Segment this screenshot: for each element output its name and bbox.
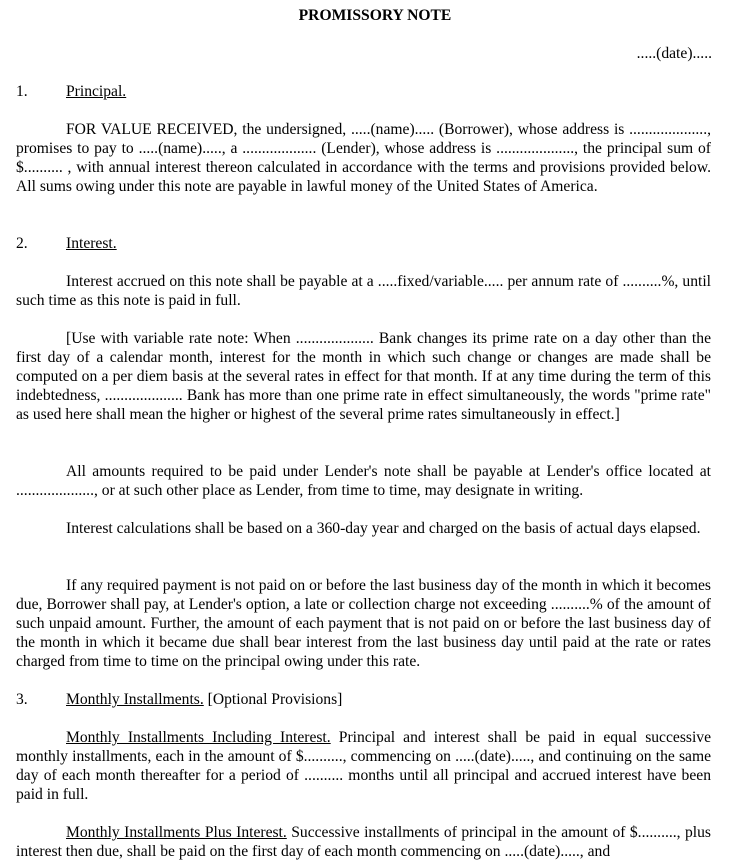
payment-location-paragraph: All amounts required to be paid under Lender's note shall be payable at Lender's office located at ...................., or at such other place as Lender, from time to time, may designate in writing. <box>16 463 711 499</box>
section-title-wrapper <box>66 690 342 709</box>
installments-including-interest-paragraph <box>16 728 711 804</box>
interest-calculation-paragraph: Interest calculations shall be based on a 360-day year and charged on the basis of actual days elapsed. <box>66 520 701 537</box>
subsection-heading: Monthly Installments Including Interest. <box>66 729 331 746</box>
principal-paragraph: FOR VALUE RECEIVED, the undersigned, .....(name)..... (Borrower), whose address is ...................., promises to pay to .....(name)....., a ................... (Lender), whose address is ...................., the principal sum of $.......... , with annual interest thereon calculated in accordance with the terms and provisions provided below. All sums owing under this note are payable in lawful money of the United States of America. <box>16 121 711 195</box>
document-title: PROMISSORY NOTE <box>298 7 452 24</box>
section-title: Monthly Installments. <box>66 691 204 708</box>
section-number: 3. <box>16 691 28 708</box>
installments-plus-interest-paragraph <box>16 823 711 861</box>
section-title-suffix: [Optional Provisions] <box>203 691 343 708</box>
variable-rate-paragraph: [Use with variable rate note: When .................... Bank changes its prime rate on a day other than the first day of a calendar month, interest for the month in which such change or changes are made shall be computed on a per diem basis at the several rates in effect for that month. If at any time during the term of this indebtedness, .................... Bank has more than one prime rate in effect simultaneously, the words "prime rate" as used here shall mean the higher or highest of the several prime rates simultaneously in effect.] <box>16 330 711 423</box>
subsection-text: Successive installments of principal in the amount of $.........., plus interest then due, shall be paid on the first day of each month commencing on .....(date)....., and <box>16 824 711 860</box>
subsection-text: Principal and interest shall be paid in equal successive monthly installments, each in the amount of $.........., commencing on .....(date)....., and continuing on the same day of each month thereafter for a period of .......... months until all principal and accrued interest have been paid in full. <box>16 729 712 803</box>
section-number: 2. <box>16 235 28 252</box>
section-title: Interest. <box>66 235 117 252</box>
late-charge-paragraph: If any required payment is not paid on or before the last business day of the month in which it becomes due, Borrower shall pay, at Lender's option, a late or collection charge not exceeding ..........% of the amount of such unpaid amount. Further, the amount of each payment that is not paid on or before the last business day of the month in which it became due shall bear interest from the last business day until paid at the rate or rates charged from time to time on the principal owing under this rate. <box>16 577 711 670</box>
subsection-heading: Monthly Installments Plus Interest. <box>66 824 287 841</box>
interest-rate-paragraph: Interest accrued on this note shall be payable at a .....fixed/variable..... per annum rate of ..........%, until such time as this note is paid in full. <box>16 273 711 309</box>
section-title: Principal. <box>66 83 127 100</box>
section-number: 1. <box>16 83 28 100</box>
date-placeholder: .....(date)..... <box>636 45 712 62</box>
